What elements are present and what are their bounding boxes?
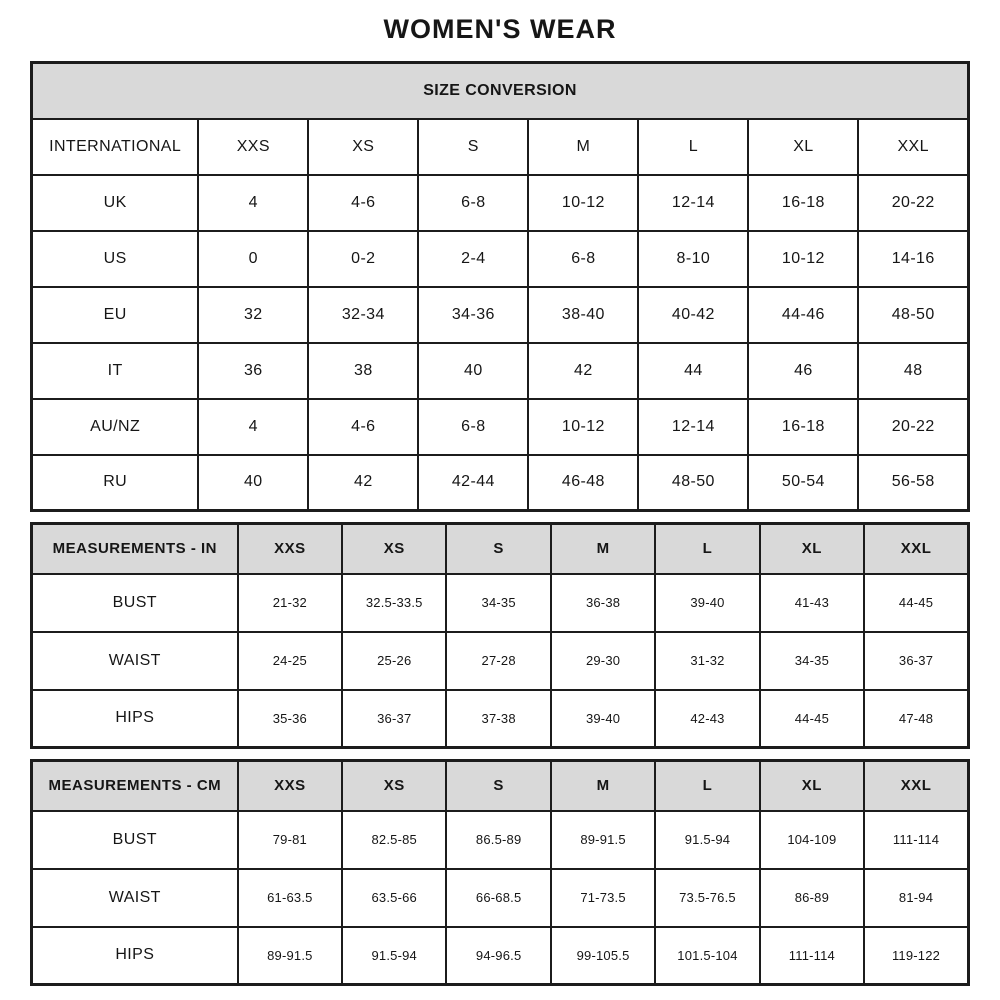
value-cell: 6-8: [418, 399, 528, 455]
measurements-in-title: MEASUREMENTS - IN: [32, 524, 238, 574]
size-header-cell: XXS: [238, 761, 342, 811]
measurements-in-header-row: [32, 524, 969, 574]
size-header-cell: L: [655, 524, 759, 574]
row-label: HIPS: [32, 690, 238, 748]
value-cell: 39-40: [551, 690, 655, 748]
table-row: [32, 574, 969, 632]
table-row: [32, 343, 969, 399]
value-cell: 63.5-66: [342, 869, 446, 927]
value-cell: 8-10: [638, 231, 748, 287]
value-cell: 27-28: [446, 632, 550, 690]
value-cell: 29-30: [551, 632, 655, 690]
value-cell: 71-73.5: [551, 869, 655, 927]
value-cell: 20-22: [858, 399, 968, 455]
size-header-cell: M: [528, 119, 638, 175]
size-header-cell: XXL: [864, 761, 968, 811]
value-cell: 38-40: [528, 287, 638, 343]
row-label: RU: [32, 455, 199, 511]
value-cell: 73.5-76.5: [655, 869, 759, 927]
measurements-cm-table: [30, 759, 970, 986]
row-label: AU/NZ: [32, 399, 199, 455]
value-cell: 42: [528, 343, 638, 399]
table-row: [32, 869, 969, 927]
value-cell: 12-14: [638, 175, 748, 231]
value-cell: 16-18: [748, 399, 858, 455]
size-conversion-banner: SIZE CONVERSION: [32, 63, 969, 119]
size-header-cell: XXS: [238, 524, 342, 574]
size-header-cell: L: [638, 119, 748, 175]
value-cell: 48-50: [858, 287, 968, 343]
value-cell: 46-48: [528, 455, 638, 511]
size-header-cell: L: [655, 761, 759, 811]
value-cell: 44: [638, 343, 748, 399]
value-cell: 91.5-94: [655, 811, 759, 869]
value-cell: 79-81: [238, 811, 342, 869]
value-cell: 44-46: [748, 287, 858, 343]
value-cell: 48: [858, 343, 968, 399]
value-cell: 86-89: [760, 869, 864, 927]
value-cell: 48-50: [638, 455, 748, 511]
value-cell: 6-8: [528, 231, 638, 287]
value-cell: 82.5-85: [342, 811, 446, 869]
table-row: [32, 399, 969, 455]
size-conversion-table: [30, 61, 970, 512]
table-row: [32, 927, 969, 985]
value-cell: 32-34: [308, 287, 418, 343]
value-cell: 99-105.5: [551, 927, 655, 985]
value-cell: 36: [198, 343, 308, 399]
size-header-cell: S: [446, 524, 550, 574]
value-cell: 31-32: [655, 632, 759, 690]
size-header-cell: XL: [748, 119, 858, 175]
table-row: [32, 231, 969, 287]
row-label: US: [32, 231, 199, 287]
value-cell: 25-26: [342, 632, 446, 690]
value-cell: 81-94: [864, 869, 968, 927]
value-cell: 91.5-94: [342, 927, 446, 985]
measurements-cm-header-row: [32, 761, 969, 811]
table-row: [32, 175, 969, 231]
value-cell: 10-12: [528, 399, 638, 455]
size-header-cell: XL: [760, 761, 864, 811]
value-cell: 89-91.5: [238, 927, 342, 985]
value-cell: 36-37: [342, 690, 446, 748]
size-header-cell: XXL: [864, 524, 968, 574]
value-cell: 40: [418, 343, 528, 399]
size-header-cell: S: [418, 119, 528, 175]
size-header-cell: XS: [308, 119, 418, 175]
value-cell: 2-4: [418, 231, 528, 287]
table-row: [32, 632, 969, 690]
value-cell: 56-58: [858, 455, 968, 511]
value-cell: 40-42: [638, 287, 748, 343]
size-header-cell: XL: [760, 524, 864, 574]
value-cell: 4-6: [308, 175, 418, 231]
value-cell: 44-45: [864, 574, 968, 632]
value-cell: 86.5-89: [446, 811, 550, 869]
value-cell: 94-96.5: [446, 927, 550, 985]
value-cell: 61-63.5: [238, 869, 342, 927]
value-cell: 111-114: [864, 811, 968, 869]
row-label: WAIST: [32, 632, 238, 690]
size-header-cell: M: [551, 524, 655, 574]
row-label: EU: [32, 287, 199, 343]
value-cell: 66-68.5: [446, 869, 550, 927]
value-cell: 35-36: [238, 690, 342, 748]
size-conversion-banner-row: [32, 63, 969, 119]
value-cell: 24-25: [238, 632, 342, 690]
value-cell: 4: [198, 175, 308, 231]
value-cell: 12-14: [638, 399, 748, 455]
value-cell: 44-45: [760, 690, 864, 748]
size-header-cell: XS: [342, 524, 446, 574]
value-cell: 32: [198, 287, 308, 343]
value-cell: 50-54: [748, 455, 858, 511]
value-cell: 0: [198, 231, 308, 287]
value-cell: 40: [198, 455, 308, 511]
size-header-cell: M: [551, 761, 655, 811]
value-cell: 32.5-33.5: [342, 574, 446, 632]
table-row: [32, 811, 969, 869]
table-row: [32, 455, 969, 511]
value-cell: 42-43: [655, 690, 759, 748]
row-label: UK: [32, 175, 199, 231]
value-cell: 104-109: [760, 811, 864, 869]
size-conversion-header-row: [32, 119, 969, 175]
header-label-cell: INTERNATIONAL: [32, 119, 199, 175]
row-label: WAIST: [32, 869, 238, 927]
value-cell: 42-44: [418, 455, 528, 511]
value-cell: 47-48: [864, 690, 968, 748]
value-cell: 34-35: [760, 632, 864, 690]
value-cell: 46: [748, 343, 858, 399]
value-cell: 34-36: [418, 287, 528, 343]
value-cell: 14-16: [858, 231, 968, 287]
value-cell: 36-37: [864, 632, 968, 690]
row-label: HIPS: [32, 927, 238, 985]
value-cell: 41-43: [760, 574, 864, 632]
value-cell: 42: [308, 455, 418, 511]
value-cell: 119-122: [864, 927, 968, 985]
value-cell: 34-35: [446, 574, 550, 632]
value-cell: 10-12: [528, 175, 638, 231]
value-cell: 39-40: [655, 574, 759, 632]
value-cell: 4: [198, 399, 308, 455]
value-cell: 16-18: [748, 175, 858, 231]
size-header-cell: S: [446, 761, 550, 811]
size-header-cell: XS: [342, 761, 446, 811]
value-cell: 37-38: [446, 690, 550, 748]
value-cell: 36-38: [551, 574, 655, 632]
row-label: IT: [32, 343, 199, 399]
value-cell: 101.5-104: [655, 927, 759, 985]
value-cell: 10-12: [748, 231, 858, 287]
value-cell: 111-114: [760, 927, 864, 985]
value-cell: 38: [308, 343, 418, 399]
measurements-in-table: [30, 522, 970, 749]
value-cell: 6-8: [418, 175, 528, 231]
table-row: [32, 690, 969, 748]
value-cell: 4-6: [308, 399, 418, 455]
value-cell: 21-32: [238, 574, 342, 632]
row-label: BUST: [32, 811, 238, 869]
value-cell: 0-2: [308, 231, 418, 287]
size-header-cell: XXL: [858, 119, 968, 175]
measurements-cm-title: MEASUREMENTS - CM: [32, 761, 238, 811]
size-header-cell: XXS: [198, 119, 308, 175]
row-label: BUST: [32, 574, 238, 632]
value-cell: 20-22: [858, 175, 968, 231]
value-cell: 89-91.5: [551, 811, 655, 869]
page-title: WOMEN'S WEAR: [383, 14, 617, 44]
table-row: [32, 287, 969, 343]
